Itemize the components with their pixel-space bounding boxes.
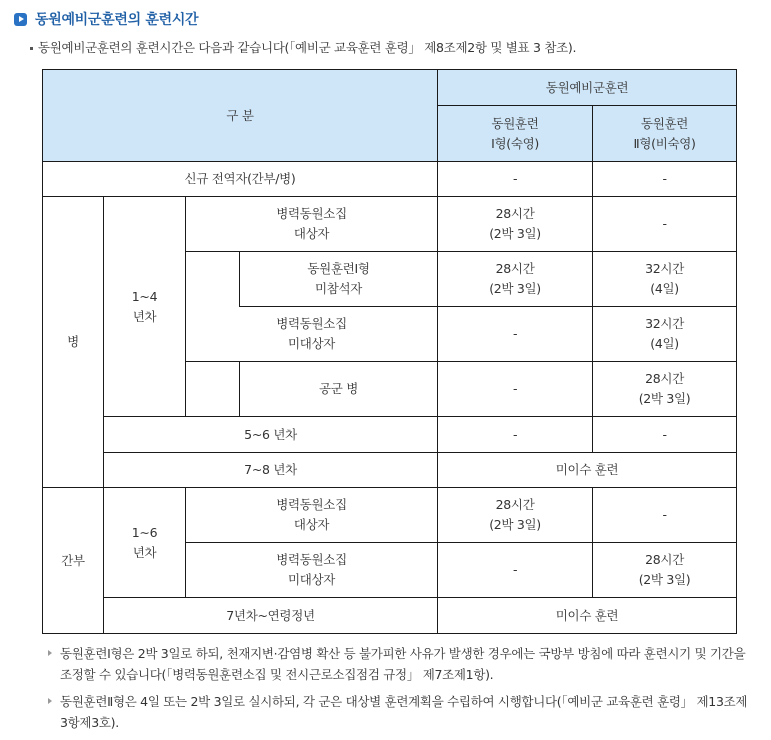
row-soldier-year-5-6-type1: -: [438, 417, 593, 453]
row-new-transfer-type2: -: [593, 162, 737, 197]
row-new-transfer-type1: -: [438, 162, 593, 197]
section-title-text: 동원예비군훈련의 훈련시간: [35, 12, 199, 28]
row-soldier-airforce-type1: -: [438, 362, 593, 417]
note-text: 동원훈련Ⅰ형은 2박 3일로 하되, 천재지변·감염병 확산 등 불가피한 사유가 발생한 경우에는 국방부 방침에 따라 훈련시기 및 기간을 조정할 수 있습니다(「병력동원훈련소집 및 전시근로소집점검 규정」 제7조제1항).: [60, 646, 746, 682]
note-item: [48, 643, 748, 685]
row-soldier-absent-type2: 32시간 (4일): [593, 252, 737, 307]
arrow-right-icon: [48, 650, 52, 656]
intro-text-content: 동원예비군훈련의 훈련시간은 다음과 같습니다(「예비군 교육훈련 훈령」 제8조제2항 및 별표 3 참조).: [38, 40, 577, 55]
row-officer-label: 간부: [43, 488, 104, 634]
bullet-dot-icon: [30, 47, 33, 50]
row-soldier-year-7-8-value: 미이수 훈련: [438, 453, 737, 488]
row-soldier-non-target-label: 병력동원소집 미대상자: [186, 307, 438, 362]
row-soldier-mob-target-label: 병력동원소집 대상자: [186, 197, 438, 252]
row-soldier-year-5-6-type2: -: [593, 417, 737, 453]
row-soldier-year-1-4: 1~4 년차: [104, 197, 186, 417]
row-soldier-label: 병: [43, 197, 104, 488]
row-officer-year-1-6: 1∼6 년차: [104, 488, 186, 598]
row-officer-year-7-plus-label: 7년차~연령정년: [104, 598, 438, 634]
row-officer-non-target-label: 병력동원소집 미대상자: [186, 543, 438, 598]
row-soldier-non-target-type1: -: [438, 307, 593, 362]
row-soldier-mob-target-type1: 28시간 (2박 3일): [438, 197, 593, 252]
row-new-transfer-label: 신규 전역자(간부/병): [43, 162, 438, 197]
row-soldier-year-7-8-label: 7~8 년차: [104, 453, 438, 488]
note-item: [48, 691, 748, 733]
header-category: 구 분: [43, 70, 438, 162]
notes-list: [48, 643, 748, 733]
header-type2: 동원훈련 Ⅱ형(비숙영): [593, 106, 737, 162]
indent-spacer: [186, 252, 240, 307]
training-hours-table: [42, 69, 737, 634]
section-title: [14, 8, 198, 30]
row-soldier-absent-type1: 28시간 (2박 3일): [438, 252, 593, 307]
note-text: 동원훈련Ⅱ형은 4일 또는 2박 3일로 실시하되, 각 군은 대상별 훈련계획을 수립하여 시행합니다(「예비군 교육훈련 훈령」 제13조제3항제3호).: [60, 694, 748, 730]
header-group: 동원예비군훈련: [438, 70, 737, 106]
row-officer-year-7-plus-value: 미이수 훈련: [438, 598, 737, 634]
row-officer-mob-target-label: 병력동원소집 대상자: [186, 488, 438, 543]
row-officer-mob-target-type2: -: [593, 488, 737, 543]
arrow-right-icon: [48, 698, 52, 704]
row-soldier-year-5-6-label: 5~6 년차: [104, 417, 438, 453]
play-bullet-icon: [14, 13, 27, 26]
row-officer-non-target-type1: -: [438, 543, 593, 598]
row-soldier-airforce-label: 공군 병: [240, 362, 438, 417]
row-officer-non-target-type2: 28시간 (2박 3일): [593, 543, 737, 598]
intro-text: [30, 38, 576, 56]
indent-spacer: [186, 362, 240, 417]
row-soldier-absent-label: 동원훈련Ⅰ형 미참석자: [240, 252, 438, 307]
header-type1: 동원훈련 Ⅰ형(숙영): [438, 106, 593, 162]
row-officer-mob-target-type1: 28시간 (2박 3일): [438, 488, 593, 543]
row-soldier-non-target-type2: 32시간 (4일): [593, 307, 737, 362]
row-soldier-mob-target-type2: -: [593, 197, 737, 252]
row-soldier-airforce-type2: 28시간 (2박 3일): [593, 362, 737, 417]
